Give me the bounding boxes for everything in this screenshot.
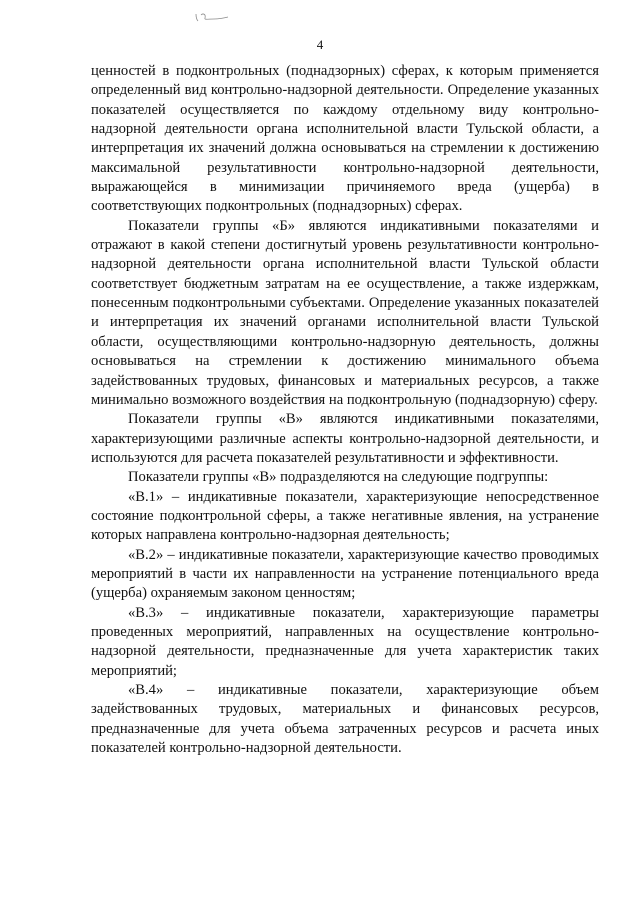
paragraph-subgroup-v1: «В.1» – индикативные показатели, характеризующие непосредственное состояние подконтрольной сферы, а также негативные явления, на устранение которых направлена контрольно-надзорная деятельность;	[91, 488, 599, 544]
body-text	[91, 62, 599, 758]
paragraph-subgroup-v4: «В.4» – индикативные показатели, характеризующие объем задействованных трудовых, материальных и финансовых ресурсов, предназначенные для учета объема затраченных ресурсов и расчета иных показателей контрольно-надзорной деятельности.	[91, 682, 599, 757]
handwritten-mark	[194, 10, 230, 24]
paragraph-subgroup-v3: «В.3» – индикативные показатели, характеризующие параметры проведенных мероприятий, направленных на осуществление контрольно-надзорной деятельности, предназначенные для учета характеристик таких мероприятий;	[91, 604, 599, 679]
paragraph-continuation: ценностей в подконтрольных (поднадзорных) сферах, к которым применяется определенный вид контрольно-надзорной деятельности. Определение указанных показателей осуществляется по каждому отдельному виду контрольно-надзорной деятельности органа исполнительной власти Тульской области, а интерпретация их значений должна основываться на стремлении к достижению максимальной результативности контрольно-надзорной деятельности, выражающейся в минимизации причиняемого вреда (ущерба) в соответствующих подконтрольных (поднадзорных) сферах.	[91, 63, 599, 215]
paragraph-group-v: Показатели группы «В» являются индикативными показателями, характеризующими различные аспекты контрольно-надзорной деятельности, и используются для расчета показателей результативности и эффективности.	[91, 411, 599, 466]
paragraph-subgroups-intro: Показатели группы «В» подразделяются на следующие подгруппы:	[128, 469, 549, 486]
page-number: 4	[316, 37, 324, 52]
paragraph-subgroup-v2: «В.2» – индикативные показатели, характеризующие качество проводимых мероприятий в части их направленности на устранение потенциального вреда (ущерба) охраняемым законом ценностям;	[91, 546, 599, 602]
paragraph-group-b: Показатели группы «Б» являются индикативными показателями и отражают в какой степени достигнутый уровень результативности контрольно-надзорной деятельности органа исполнительной власти Тульской области соответствует бюджетным затратам на ее осуществление, а также издержкам, понесенным подконтрольными субъектами. Определение указанных показателей и интерпретация их значений органами исполнительной власти Тульской области, осуществляющими контрольно-надзорную деятельность, должны основываться на стремлении к достижению минимального объема задействованных трудовых, финансовых и материальных ресурсов, а также минимально возможного воздействия на подконтрольную (поднадзорную) сферу.	[91, 217, 599, 408]
